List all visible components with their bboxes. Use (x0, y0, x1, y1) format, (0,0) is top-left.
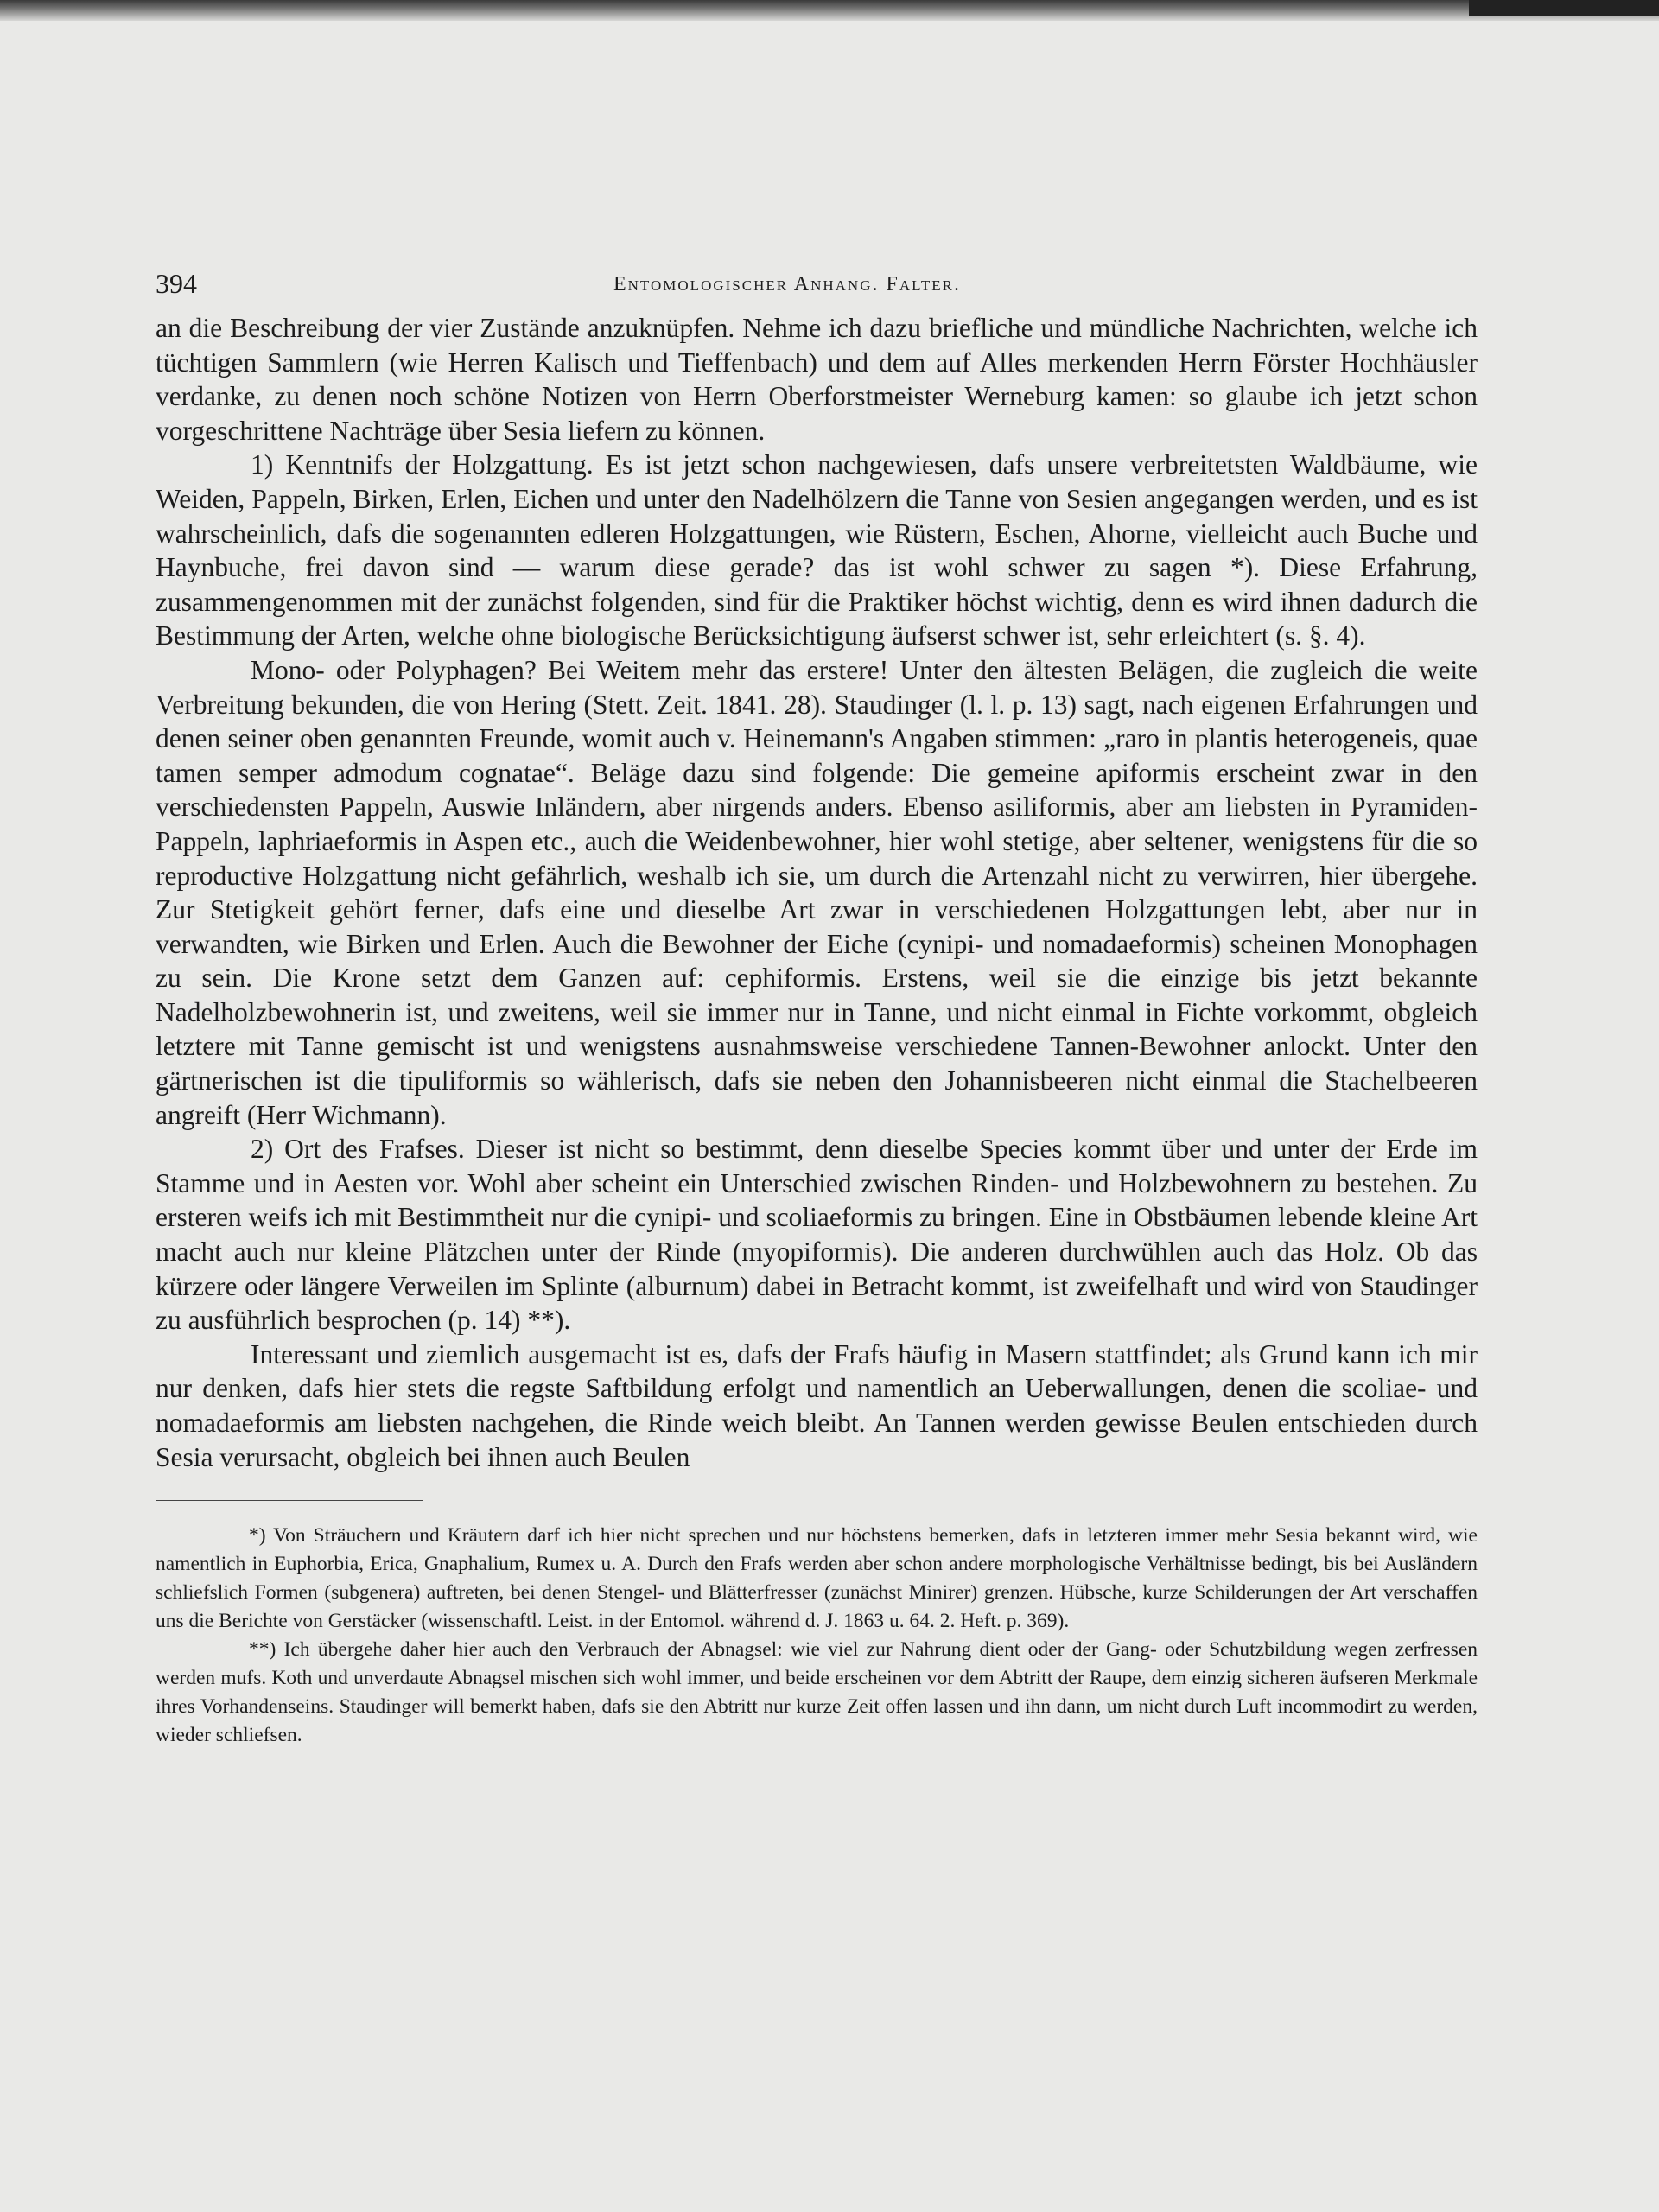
body-text (156, 311, 1478, 1474)
paragraph-2: 1) Kenntnifs der Holzgattung. Es ist jetzt schon nachgewiesen, dafs unsere verbreitetsten Waldbäume, wie Weiden, Pappeln, Birken, Erlen, Eichen und unter den Nadelhölzern die Tanne von Sesien angegangen werden, und es ist wahrscheinlich, dafs die sogenannten edleren Holzgattungen, wie Rüstern, Eschen, Ahorne, vielleicht auch Buche und Haynbuche, frei davon sind — warum diese gerade? das ist wohl schwer zu sagen *). Diese Erfahrung, zusammengenommen mit der zunächst folgenden, sind für die Praktiker höchst wichtig, denn es wird ihnen dadurch die Bestimmung der Arten, welche ohne biologische Berücksichtigung äufserst schwer ist, sehr erleichtert (s. §. 4). (156, 449, 1478, 652)
footnote-1: *) Von Sträuchern und Kräutern darf ich hier nicht sprechen und nur höchstens bemerken, dafs in letzteren immer mehr Sesia bekannt wird, wie namentlich in Euphorbia, Erica, Gnaphalium, Rumex u. A. Durch den Frafs werden aber schon andere morphologische Verhältnisse bedingt, bis bei Ausländern schliefslich Formen (subgenera) auftreten, bei denen Stengel- und Blätterfresser (zunächst Minirer) grenzen. Hübsche, kurze Schilderungen der Art verschaffen uns die Berichte von Gerstäcker (wissenschaftl. Leist. in der Entomol. während d. J. 1863 u. 64. 2. Heft. p. 369). (156, 1524, 1478, 1633)
scan-edge-dark (1469, 0, 1659, 16)
paragraph-4: 2) Ort des Frafses. Dieser ist nicht so bestimmt, denn dieselbe Species kommt über und unter der Erde im Stamme und in Aesten vor. Wohl aber scheint ein Unterschied zwischen Rinden- und Holzbewohnern zu bestehen. Zu ersteren weifs ich mit Bestimmtheit nur die cynipi- und scoliaeformis zu bringen. Eine in Obstbäumen lebende kleine Art macht auch nur kleine Plätzchen unter der Rinde (myopiformis). Die anderen durchwühlen auch das Holz. Ob das kürzere oder längere Verweilen im Splinte (alburnum) dabei in Betracht kommt, ist zweifelhaft und wird von Staudinger zu ausführlich besprochen (p. 14) **). (156, 1134, 1478, 1336)
paragraph-3: Mono- oder Polyphagen? Bei Weitem mehr das erstere! Unter den ältesten Belägen, die zugleich die weite Verbreitung bekunden, die von Hering (Stett. Zeit. 1841. 28). Staudinger (l. l. p. 13) sagt, nach eigenen Erfahrungen und denen seiner oben genannten Freunde, womit auch v. Heinemann's Angaben stimmen: „raro in plantis heterogeneis, quae tamen semper admodum cognatae“. Beläge dazu sind folgende: Die gemeine apiformis erscheint zwar in den verschiedensten Pappeln, Auswie Inländern, aber nirgends anders. Ebenso asiliformis, aber am liebsten in Pyramiden-Pappeln, laphriaeformis in Aspen etc., auch die Weidenbewohner, hier wohl stetige, aber seltener, wenigstens für die so reproductive Holzgattung nicht gefährlich, weshalb ich sie, um durch die Artenzahl nicht zu verwirren, hier übergehe. Zur Stetigkeit gehört ferner, dafs eine und dieselbe Art zwar in verschiedenen Holzgattungen lebt, aber nur in verwandten, wie Birken und Erlen. Auch die Bewohner der Eiche (cynipi- und nomadaeformis) scheinen Monophagen zu sein. Die Krone setzt dem Ganzen auf: cephiformis. Erstens, weil sie die einzige bis jetzt bekannte Nadelholzbewohnerin ist, und zweitens, weil sie immer nur in Tanne, und nicht einmal in Fichte vorkommt, obgleich letztere mit Tanne gemischt ist und wenigstens ausnahmsweise verschiedene Tannen-Bewohner anlockt. Unter den gärtnerischen ist die tipuliformis so wählerisch, dafs sie neben den Johannisbeeren nicht einmal die Stachelbeeren angreift (Herr Wichmann). (156, 654, 1478, 1130)
footnote-2: **) Ich übergehe daher hier auch den Verbrauch der Abnagsel: wie viel zur Nahrung dient oder der Gang- oder Schutzbildung wegen zerfressen werden mufs. Koth und unverdaute Abnagsel mischen sich wohl immer, und beide erscheinen vor dem Abtritt der Raupe, dem einzig sicheren äufseren Merkmale ihres Vorhandenseins. Staudinger will bemerkt haben, dafs sie den Abtritt nur kurze Zeit offen lassen und ihn dann, um nicht durch Luft incommodirt zu werden, wieder schliefsen. (156, 1638, 1478, 1747)
page-number: 394 (156, 268, 197, 299)
paragraph-1: an die Beschreibung der vier Zustände anzuknüpfen. Nehme ich dazu briefliche und mündliche Nachrichten, welche ich tüchtigen Sammlern (wie Herren Kalisch und Tieffenbach) und dem auf Alles merkenden Herrn Förster Hochhäusler verdanke, zu denen noch schöne Notizen von Herrn Oberforstmeister Werneburg kamen: so glaube ich jetzt schon vorgeschrittene Nachträge über Sesia liefern zu können. (156, 313, 1478, 446)
footnote-rule (156, 1500, 423, 1501)
scan-edge (0, 0, 1659, 21)
footnotes (156, 1522, 1478, 1750)
running-title: Entomologischer Anhang. Falter. (613, 273, 962, 296)
page (156, 259, 1478, 1750)
paragraph-5: Interessant und ziemlich ausgemacht ist es, dafs der Frafs häufig in Masern stattfindet; als Grund kann ich mir nur denken, dafs hier stets die regste Saftbildung erfolgt und namentlich an Ueberwallungen, denen die scoliae- und nomadaeformis am liebsten nachgehen, die Rinde weich bleibt. An Tannen werden gewisse Beulen entschieden durch Sesia verursacht, obgleich bei ihnen auch Beulen (156, 1338, 1478, 1472)
page-header (156, 259, 1478, 311)
